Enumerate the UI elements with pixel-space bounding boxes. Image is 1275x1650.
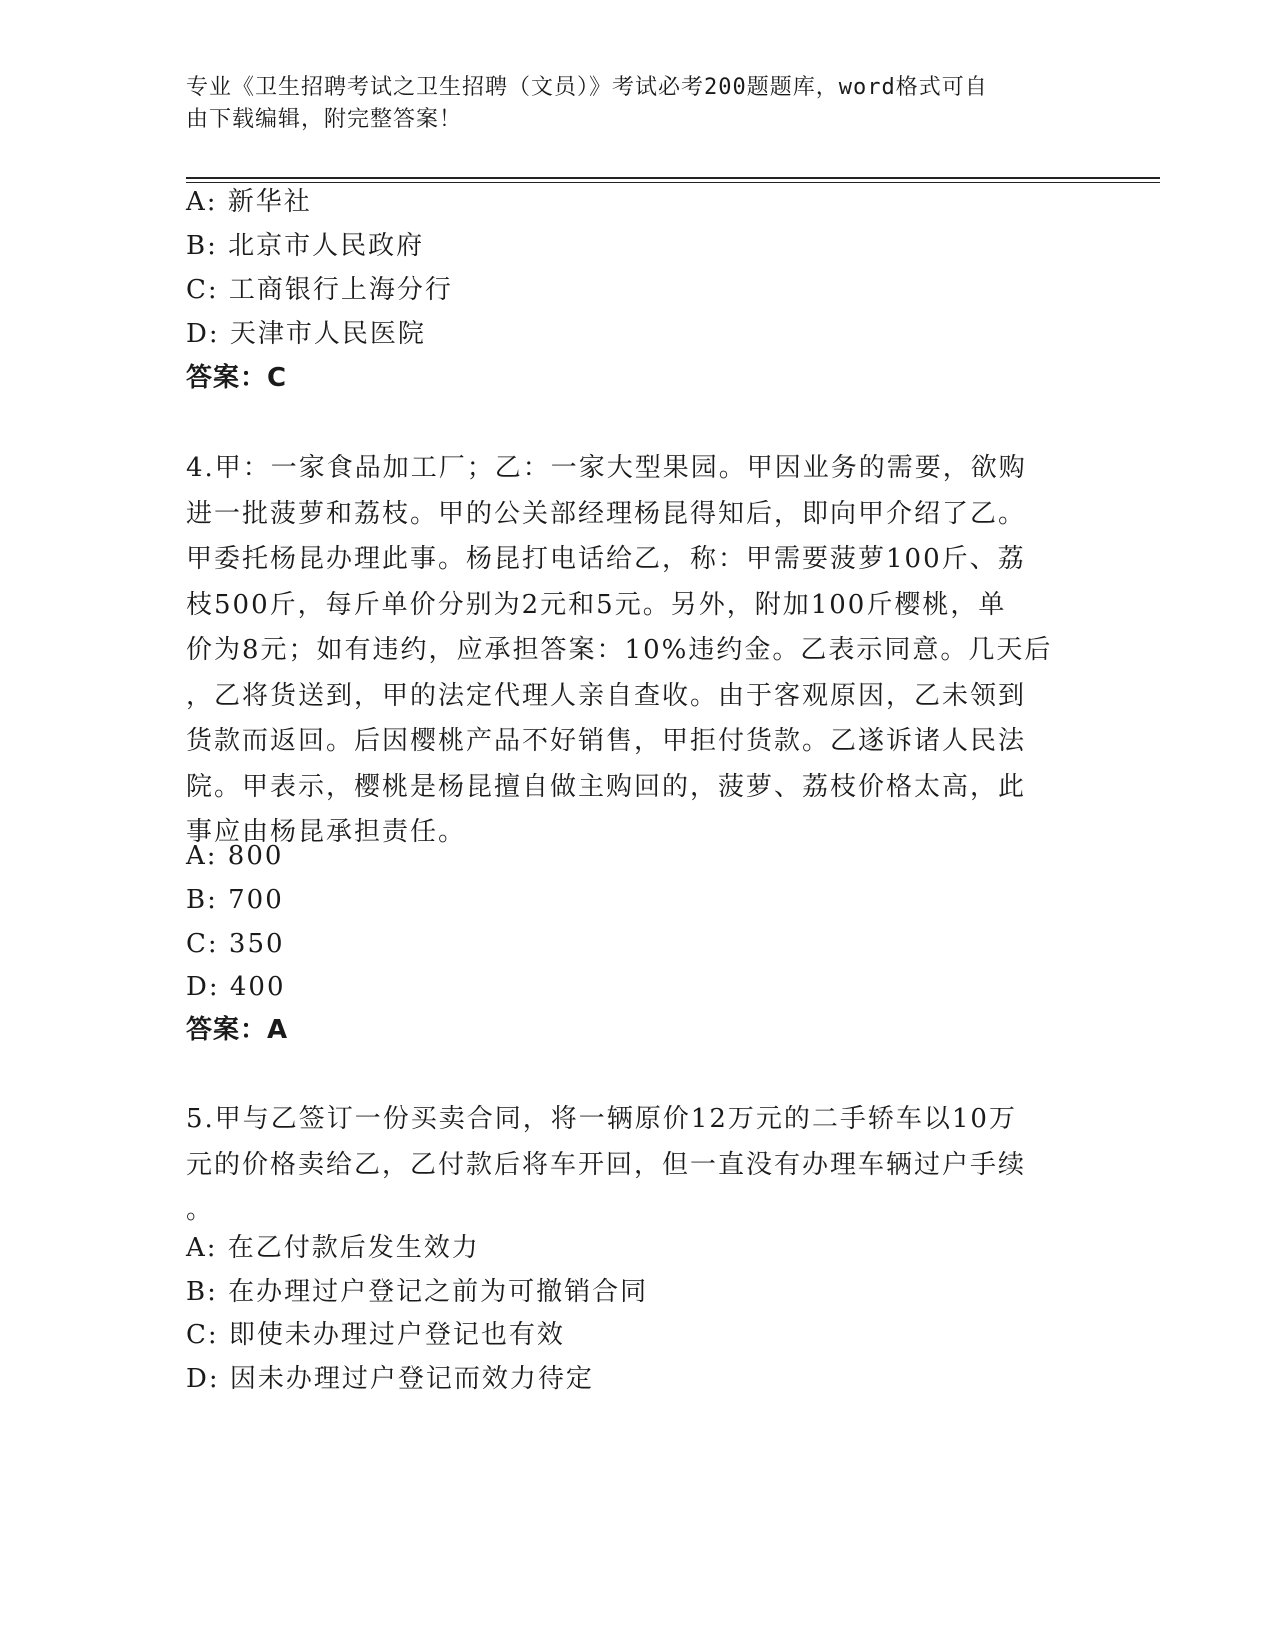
header-divider-thick [186,177,1160,179]
q3-option-c: C: 工商银行上海分行 [186,275,453,305]
q4-option-c: C: 350 [186,929,285,959]
header-line-1: 专业《卫生招聘考试之卫生招聘（文员）》考试必考200题题库，word格式可自 [186,75,988,100]
q5-option-d: D: 因未办理过户登记而效力待定 [186,1364,594,1394]
q4-stem [186,446,1052,856]
q5-stem-line: 元的价格卖给乙，乙付款后将车开回，但一直没有办理车辆过户手续 [186,1149,1027,1180]
q4-option-a: A: 800 [186,841,284,871]
q3-answer: 答案：C [186,363,288,393]
q4-stem-line: 甲委托杨昆办理此事。杨昆打电话给乙，称：甲需要菠萝100斤、荔 [186,544,1026,574]
q4-stem-line: 进一批菠萝和荔枝。甲的公关部经理杨昆得知后，即向甲介绍了乙。 [186,498,1027,529]
q5-option-b: B: 在办理过户登记之前为可撤销合同 [186,1277,649,1307]
q4-stem-line: ，乙将货送到，甲的法定代理人亲自查收。由于客观原因，乙未领到 [186,680,1027,711]
header-divider-thin [186,182,1160,183]
q5-stem-line: 5.甲与乙签订一份买卖合同，将一辆原价12万元的二手轿车以10万 [186,1104,1017,1134]
q3-option-d: D: 天津市人民医院 [186,319,426,349]
q4-stem-line: 事应由杨昆承担责任。 [186,817,467,847]
q4-stem-line: 货款而返回。后因樱桃产品不好销售，甲拒付货款。乙遂诉诸人民法 [186,726,1027,756]
q4-answer: 答案：A [186,1015,289,1045]
q5-stem-line: 。 [186,1195,215,1225]
q4-option-b: B: 700 [186,885,284,915]
q4-stem-line: 价为8元；如有违约，应承担答案：10%违约金。乙表示同意。几天后 [186,635,1053,665]
q3-option-a: A: 新华社 [186,187,312,217]
document-header [186,72,1066,136]
header-line-2: 由下载编辑，附完整答案！ [186,107,463,132]
q5-option-a: A: 在乙付款后发生效力 [186,1233,480,1263]
q4-stem-line: 院。甲表示，樱桃是杨昆擅自做主购回的，菠萝、荔枝价格太高，此 [186,771,1027,802]
q5-option-c: C: 即使未办理过户登记也有效 [186,1320,565,1350]
q3-option-b: B: 北京市人民政府 [186,231,425,261]
q4-stem-line: 4.甲：一家食品加工厂；乙：一家大型果园。甲因业务的需要，欲购 [186,453,1027,483]
q4-stem-line: 枝500斤，每斤单价分别为2元和5元。另外，附加100斤樱桃，单 [186,589,1007,620]
q4-option-d: D: 400 [186,972,286,1002]
q5-stem [186,1097,1026,1234]
